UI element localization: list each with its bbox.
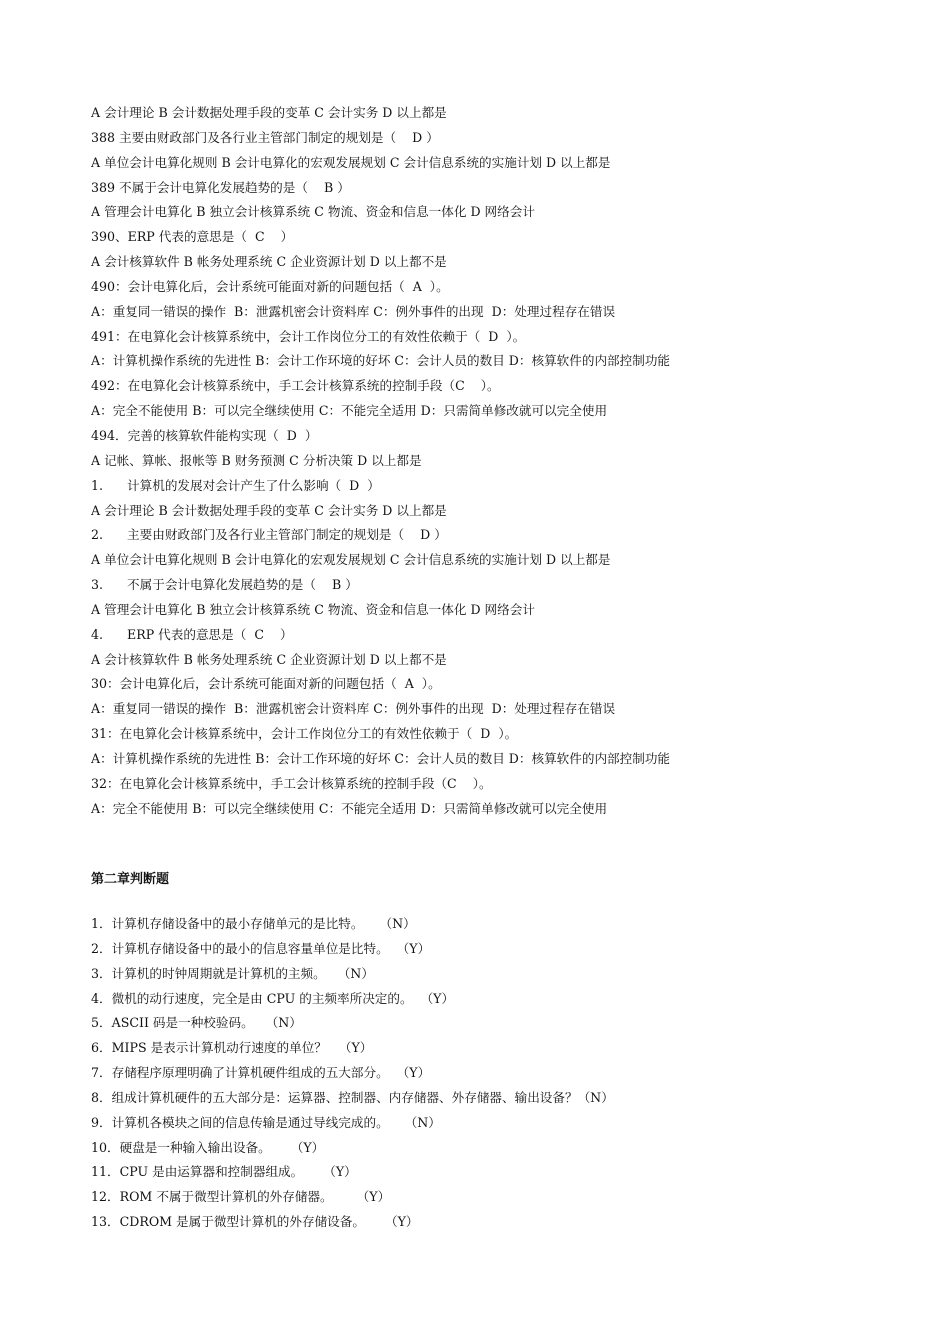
question-line: 3. 不属于会计电算化发展趋势的是（ B ） (91, 577, 358, 593)
question-line: 2. 主要由财政部门及各行业主管部门制定的规划是（ D ） (91, 527, 447, 543)
multiple-choice-section (91, 101, 911, 821)
question-line: A 单位会计电算化规则 B 会计电算化的宏观发展规划 C 会计信息系统的实施计划 D 以上都是 (91, 552, 611, 568)
true-false-section (91, 912, 911, 1235)
judgment-item: 3．计算机的时钟周期就是计算机的主频。 （N） (91, 965, 374, 981)
judgment-item: 1．计算机存储设备中的最小存储单元的是比特。 （N） (91, 916, 416, 931)
judgment-item: 12．ROM 不属于微型计算机的外存储器。 （Y） (91, 1189, 391, 1205)
question-line: 388 主要由财政部门及各行业主管部门制定的规划是（ D ） (91, 129, 439, 145)
judgment-item: 7．存储程序原理明确了计算机硬件组成的五大部分。 （Y） (91, 1065, 431, 1081)
question-line: 389 不属于会计电算化发展趋势的是（ B ） (91, 179, 350, 195)
judgment-item: 10．硬盘是一种输入输出设备。 （Y） (91, 1139, 325, 1155)
question-line: A：完全不能使用 B：可以完全继续使用 C：不能完全适用 D：只需简单修改就可以完全使用 (91, 403, 608, 419)
question-line: A 会计核算软件 B 帐务处理系统 C 企业资源计划 D 以上都不是 (91, 651, 447, 667)
question-line: A：计算机操作系统的先进性 B：会计工作环境的好坏 C：会计人员的数目 D：核算软件的内部控制功能 (91, 353, 671, 369)
section-heading: 第二章判断题 (91, 872, 170, 887)
question-line: 32：在电算化会计核算系统中，手工会计核算系统的控制手段（C ）。 (91, 775, 492, 791)
question-line: A 管理会计电算化 B 独立会计核算系统 C 物流、资金和信息一体化 D 网络会计 (91, 204, 535, 220)
question-line: A：完全不能使用 B：可以完全继续使用 C：不能完全适用 D：只需简单修改就可以完全使用 (91, 800, 608, 816)
judgment-item: 6．MIPS 是表示计算机动行速度的单位？ （Y） (91, 1040, 373, 1056)
question-line: 31：在电算化会计核算系统中，会计工作岗位分工的有效性依赖于（ D ）。 (91, 726, 518, 742)
judgment-item: 13．CDROM 是属于微型计算机的外存储设备。 （Y） (91, 1214, 419, 1230)
question-line: 492：在电算化会计核算系统中，手工会计核算系统的控制手段（C ）。 (91, 378, 500, 394)
question-line: A 单位会计电算化规则 B 会计电算化的宏观发展规划 C 会计信息系统的实施计划 D 以上都是 (91, 154, 611, 170)
question-line: 491：在电算化会计核算系统中，会计工作岗位分工的有效性依赖于（ D ）。 (91, 328, 526, 344)
question-line: A：重复同一错误的操作 B：泄露机密会计资料库 C：例外事件的出现 D：处理过程存在错误 (91, 303, 616, 319)
judgment-item: 5．ASCII 码是一种校验码。 （N） (91, 1015, 302, 1031)
question-line: A 记帐、算帐、报帐等 B 财务预测 C 分析决策 D 以上都是 (91, 452, 422, 468)
question-line: A 会计核算软件 B 帐务处理系统 C 企业资源计划 D 以上都不是 (91, 254, 447, 270)
judgment-item: 9．计算机各模块之间的信息传输是通过导线完成的。 （N） (91, 1114, 441, 1130)
question-line: A：重复同一错误的操作 B：泄露机密会计资料库 C：例外事件的出现 D：处理过程存在错误 (91, 701, 616, 717)
judgment-item: 2．计算机存储设备中的最小的信息容量单位是比特。 （Y） (91, 940, 431, 956)
judgment-item: 11．CPU 是由运算器和控制器组成。 （Y） (91, 1164, 357, 1180)
judgment-item: 4．微机的动行速度，完全是由 CPU 的主频率所决定的。 （Y） (91, 990, 455, 1006)
judgment-item: 8．组成计算机硬件的五大部分是：运算器、控制器、内存储器、外存储器、输出设备？（N） (91, 1089, 614, 1105)
question-line: A 会计理论 B 会计数据处理手段的变革 C 会计实务 D 以上都是 (91, 105, 447, 120)
question-line: 390、ERP 代表的意思是（ C ） (91, 229, 294, 245)
question-line: 4. ERP 代表的意思是（ C ） (91, 626, 293, 642)
question-line: A 会计理论 B 会计数据处理手段的变革 C 会计实务 D 以上都是 (91, 502, 447, 518)
question-line: 1. 计算机的发展对会计产生了什么影响（ D ） (91, 477, 380, 493)
question-line: A 管理会计电算化 B 独立会计核算系统 C 物流、资金和信息一体化 D 网络会计 (91, 601, 535, 617)
question-line: 490：会计电算化后，会计系统可能面对新的问题包括（ A ）。 (91, 278, 449, 294)
question-line: 30：会计电算化后，会计系统可能面对新的问题包括（ A ）。 (91, 676, 441, 692)
question-line: 494．完善的核算软件能构实现（ D ） (91, 427, 318, 443)
question-line: A：计算机操作系统的先进性 B：会计工作环境的好坏 C：会计人员的数目 D：核算软件的内部控制功能 (91, 750, 671, 766)
